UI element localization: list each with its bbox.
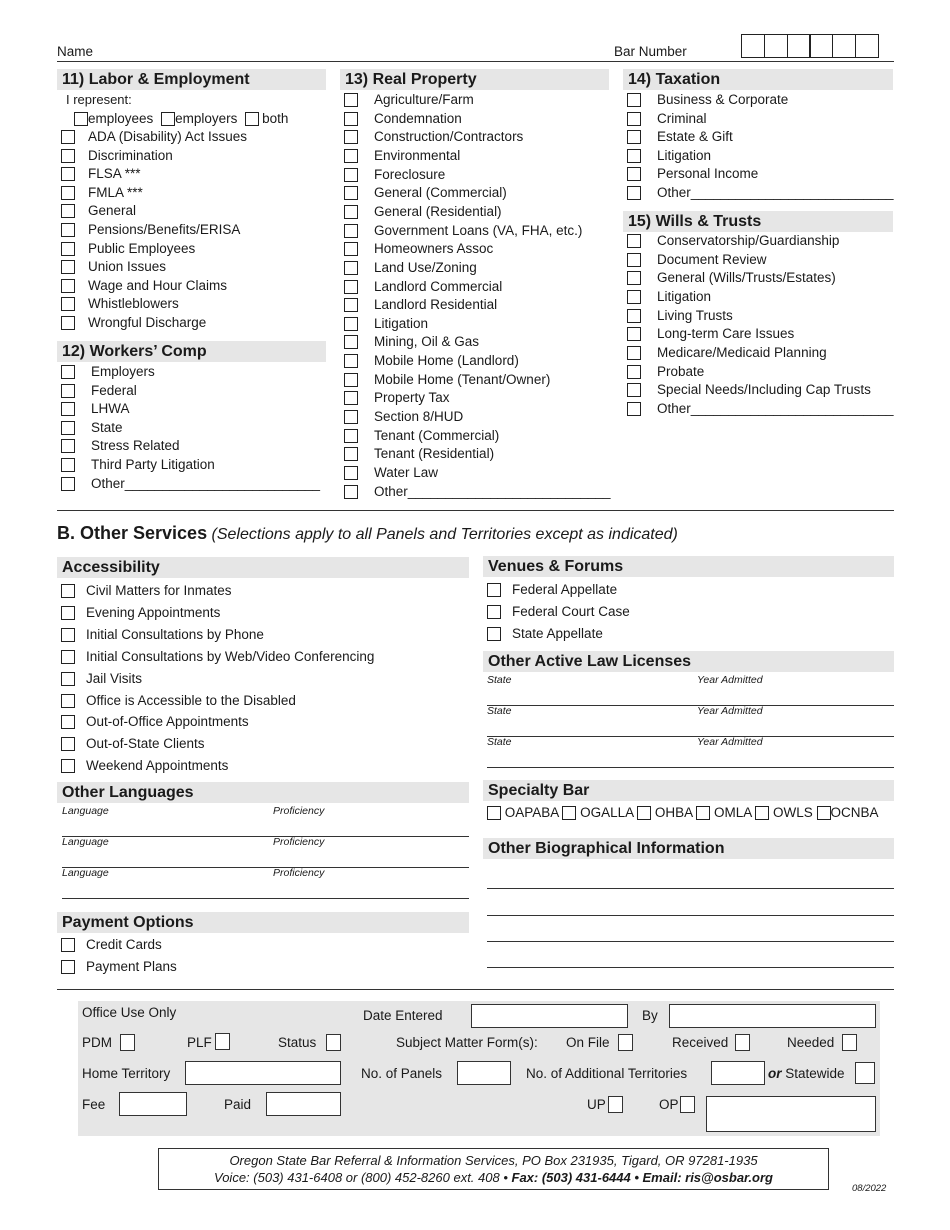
bio-line[interactable] <box>487 915 894 916</box>
ohba-label: OHBA <box>654 805 693 820</box>
labor-checkbox[interactable] <box>61 167 75 181</box>
other-services-title: B. Other Services <box>57 523 208 543</box>
accessibility-item-label: Civil Matters for Inmates <box>86 583 232 598</box>
venues-checkbox[interactable] <box>487 605 501 619</box>
bio-line[interactable] <box>487 967 894 968</box>
realprop-item-label: Other___________________________ <box>374 483 611 499</box>
realprop-checkbox[interactable] <box>344 93 358 107</box>
checkbox-employers[interactable] <box>161 112 175 126</box>
wills-checkbox[interactable] <box>627 365 641 379</box>
payment-item-label: Payment Plans <box>86 959 177 974</box>
checkbox-oapaba[interactable] <box>487 806 501 820</box>
bio-section-title: Other Biographical Information <box>483 838 894 859</box>
name-label: Name <box>57 44 94 59</box>
workers-checkbox[interactable] <box>61 421 75 435</box>
payment-checkbox[interactable] <box>61 938 75 952</box>
taxation-checkbox[interactable] <box>627 167 641 181</box>
wills-checkbox[interactable] <box>627 309 641 323</box>
section-divider-top <box>57 510 894 511</box>
realprop-checkbox[interactable] <box>344 242 358 256</box>
accessibility-checkbox[interactable] <box>61 606 75 620</box>
checkbox-omla[interactable] <box>696 806 710 820</box>
labor-item-label: ADA (Disability) Act Issues <box>88 129 248 144</box>
plf-checkbox[interactable] <box>215 1033 230 1050</box>
workers-item-label: State <box>91 419 123 435</box>
language-label: Language <box>62 836 109 848</box>
num-territories-label: No. of Additional Territories <box>526 1066 688 1081</box>
realprop-item-label: Tenant (Residential) <box>374 446 495 462</box>
op-label: OP <box>659 1097 679 1112</box>
realprop-checkbox[interactable] <box>344 224 358 238</box>
accessibility-checkbox[interactable] <box>61 650 75 664</box>
paid-label: Paid <box>224 1097 252 1112</box>
paid-field[interactable] <box>266 1092 341 1116</box>
realprop-item-label: Property Tax <box>374 390 450 406</box>
payment-checkbox[interactable] <box>61 960 75 974</box>
accessibility-checkbox[interactable] <box>61 672 75 686</box>
realprop-item-label: Environmental <box>374 147 461 163</box>
license-year-label: Year Admitted <box>697 705 763 717</box>
pdm-label: PDM <box>82 1035 112 1050</box>
form-date: 08/2022 <box>852 1183 887 1194</box>
num-panels-field[interactable] <box>457 1061 511 1085</box>
realprop-checkbox[interactable] <box>344 447 358 461</box>
wills-checkbox[interactable] <box>627 234 641 248</box>
represent-options <box>74 111 288 126</box>
realprop-checkbox[interactable] <box>344 280 358 294</box>
num-panels-label: No. of Panels <box>361 1066 443 1081</box>
realprop-checkbox[interactable] <box>344 186 358 200</box>
specialty-section-title: Specialty Bar <box>483 780 894 801</box>
bio-line[interactable] <box>487 888 894 889</box>
accessibility-item-label: Evening Appointments <box>86 604 221 620</box>
header-rule <box>57 61 894 62</box>
notes-field[interactable] <box>706 1096 876 1132</box>
venues-checkbox[interactable] <box>487 583 501 597</box>
bio-line[interactable] <box>487 941 894 942</box>
bar-number-boxes[interactable] <box>741 34 879 58</box>
workers-item-label: Employers <box>91 364 155 379</box>
realprop-checkbox[interactable] <box>344 149 358 163</box>
realprop-checkbox[interactable] <box>344 373 358 387</box>
taxation-checkbox[interactable] <box>627 93 641 107</box>
taxation-item-label: Other___________________________ <box>657 185 894 200</box>
accessibility-item-label: Out-of-State Clients <box>86 736 205 752</box>
up-checkbox[interactable] <box>608 1096 623 1113</box>
wills-item-label: Living Trusts <box>657 307 733 323</box>
labor-item-label: Wage and Hour Claims <box>88 277 228 293</box>
taxation-item-label: Litigation <box>657 147 712 163</box>
checkbox-employees[interactable] <box>74 112 88 126</box>
rep-employees-label: employees <box>88 111 154 126</box>
on-file-checkbox[interactable] <box>618 1034 633 1051</box>
wills-checkbox[interactable] <box>627 253 641 267</box>
labor-checkbox[interactable] <box>61 316 75 330</box>
checkbox-both[interactable] <box>245 112 259 126</box>
labor-item-label: Whistleblowers <box>88 296 179 312</box>
realprop-item-label: General (Residential) <box>374 203 502 219</box>
wills-item-label: Special Needs/Including Cap Trusts <box>657 382 871 398</box>
received-label: Received <box>672 1035 729 1050</box>
workers-checkbox[interactable] <box>61 402 75 416</box>
payment-section-title: Payment Options <box>57 912 469 933</box>
realprop-item-label: Foreclosure <box>374 166 446 182</box>
owls-label: OWLS <box>773 805 813 820</box>
needed-checkbox[interactable] <box>842 1034 857 1051</box>
home-territory-label: Home Territory <box>82 1066 171 1081</box>
wills-section-title: 15) Wills & Trusts <box>623 211 893 232</box>
checkbox-ohba[interactable] <box>637 806 651 820</box>
labor-item-label: FLSA *** <box>88 166 141 182</box>
wills-checkbox[interactable] <box>627 327 641 341</box>
num-territories-field[interactable] <box>711 1061 765 1085</box>
wills-item-label: Litigation <box>657 288 712 304</box>
workers-checkbox[interactable] <box>61 477 75 491</box>
subject-forms-label: Subject Matter Form(s): <box>396 1035 538 1050</box>
labor-checkbox[interactable] <box>61 297 75 311</box>
languages-section-title: Other Languages <box>57 782 469 803</box>
realprop-section-title: 13) Real Property <box>340 69 609 90</box>
accessibility-item-label: Initial Consultations by Phone <box>86 626 264 642</box>
realprop-item-label: Section 8/HUD <box>374 409 464 425</box>
labor-item-label: Pensions/Benefits/ERISA <box>88 222 241 237</box>
payment-item-label: Credit Cards <box>86 937 162 952</box>
proficiency-label: Proficiency <box>273 805 325 817</box>
realprop-item-label: Land Use/Zoning <box>374 259 477 275</box>
licenses-section-title: Other Active Law Licenses <box>483 651 894 672</box>
accessibility-item-label: Jail Visits <box>86 670 143 686</box>
realprop-item-label: Litigation <box>374 315 429 331</box>
by-field[interactable] <box>669 1004 876 1028</box>
wills-item-label: Conservatorship/Guardianship <box>657 233 840 248</box>
fee-label: Fee <box>82 1097 106 1112</box>
realprop-item-label: Government Loans (VA, FHA, etc.) <box>374 222 583 238</box>
op-checkbox[interactable] <box>680 1096 695 1113</box>
rep-both-label: both <box>262 111 289 126</box>
realprop-item-label: Landlord Commercial <box>374 278 503 294</box>
realprop-item-label: Agriculture/Farm <box>374 92 474 107</box>
checkbox-ocnba[interactable] <box>817 806 831 820</box>
accessibility-item-label: Weekend Appointments <box>86 758 229 774</box>
labor-checkbox[interactable] <box>61 260 75 274</box>
received-checkbox[interactable] <box>735 1034 750 1051</box>
license-line[interactable] <box>487 736 894 737</box>
accessibility-section-title: Accessibility <box>57 557 469 578</box>
wills-item-label: General (Wills/Trusts/Estates) <box>657 270 836 286</box>
realprop-checkbox[interactable] <box>344 130 358 144</box>
checkbox-ogalla[interactable] <box>562 806 576 820</box>
license-state-label: State <box>487 674 512 686</box>
realprop-item-label: Tenant (Commercial) <box>374 427 500 443</box>
venues-item-label: State Appellate <box>512 626 603 641</box>
realprop-checkbox[interactable] <box>344 261 358 275</box>
realprop-checkbox[interactable] <box>344 466 358 480</box>
language-line[interactable] <box>62 867 469 868</box>
labor-item-label: Union Issues <box>88 259 167 275</box>
language-label: Language <box>62 805 109 817</box>
footer-contact-bold: Fax: (503) 431-6444 • Email: ris@osbar.org <box>511 1170 773 1185</box>
wills-checkbox[interactable] <box>627 271 641 285</box>
taxation-item-label: Criminal <box>657 110 707 126</box>
accessibility-checkbox[interactable] <box>61 584 75 598</box>
taxation-item-label: Personal Income <box>657 166 759 182</box>
wills-checkbox[interactable] <box>627 402 641 416</box>
labor-checkbox[interactable] <box>61 242 75 256</box>
labor-section-title: 11) Labor & Employment <box>57 69 326 90</box>
venues-section-title: Venues & Forums <box>483 556 894 577</box>
workers-item-label: Third Party Litigation <box>91 457 215 472</box>
other-services-heading <box>57 523 678 544</box>
language-line[interactable] <box>62 836 469 837</box>
rep-employers-label: employers <box>175 111 238 126</box>
venues-item-label: Federal Appellate <box>512 582 618 597</box>
office-use-title: Office Use Only <box>82 1005 177 1020</box>
license-line[interactable] <box>487 767 894 768</box>
labor-checkbox[interactable] <box>61 279 75 293</box>
date-entered-field[interactable] <box>471 1004 628 1028</box>
footer-address: Oregon State Bar Referral & Information Services, PO Box 231935, Tigard, OR 97281-1935 <box>229 1153 758 1168</box>
labor-item-label: Discrimination <box>88 147 173 163</box>
workers-checkbox[interactable] <box>61 439 75 453</box>
bar-number-label: Bar Number <box>614 44 687 59</box>
taxation-checkbox[interactable] <box>627 112 641 126</box>
realprop-checkbox[interactable] <box>344 410 358 424</box>
workers-checkbox[interactable] <box>61 365 75 379</box>
accessibility-checkbox[interactable] <box>61 694 75 708</box>
i-represent-label: I represent: <box>66 92 132 107</box>
realprop-checkbox[interactable] <box>344 429 358 443</box>
statewide-label <box>768 1066 845 1081</box>
wills-item-label: Medicare/Medicaid Planning <box>657 344 827 360</box>
labor-item-label: Wrongful Discharge <box>88 315 207 330</box>
taxation-checkbox[interactable] <box>627 149 641 163</box>
accessibility-checkbox[interactable] <box>61 715 75 729</box>
status-label: Status <box>278 1035 317 1050</box>
wills-checkbox[interactable] <box>627 346 641 360</box>
workers-item-label: Federal <box>91 382 137 398</box>
specialty-options <box>487 805 879 820</box>
omla-label: OMLA <box>713 805 752 820</box>
realprop-checkbox[interactable] <box>344 485 358 499</box>
or-label: or <box>768 1066 782 1081</box>
realprop-item-label: General (Commercial) <box>374 185 507 201</box>
wills-item-label: Long-term Care Issues <box>657 326 795 342</box>
other-services-subtitle: (Selections apply to all Panels and Territories except as indicated) <box>211 526 678 543</box>
statewide-checkbox[interactable] <box>855 1062 875 1084</box>
realprop-checkbox[interactable] <box>344 335 358 349</box>
taxation-item-label: Estate & Gift <box>657 129 733 145</box>
realprop-item-label: Homeowners Assoc <box>374 241 494 257</box>
realprop-item-label: Mobile Home (Landlord) <box>374 353 519 369</box>
wills-checkbox[interactable] <box>627 383 641 397</box>
plf-label: PLF <box>187 1035 212 1050</box>
realprop-checkbox[interactable] <box>344 391 358 405</box>
accessibility-item-label: Office is Accessible to the Disabled <box>86 692 296 708</box>
license-year-label: Year Admitted <box>697 736 763 748</box>
accessibility-checkbox[interactable] <box>61 628 75 642</box>
pdm-checkbox[interactable] <box>120 1034 135 1051</box>
license-line[interactable] <box>487 705 894 706</box>
license-year-label: Year Admitted <box>697 674 763 686</box>
ocnba-label: OCNBA <box>830 805 879 820</box>
wills-item-label: Other___________________________ <box>657 400 894 416</box>
needed-label: Needed <box>787 1035 835 1050</box>
realprop-item-label: Landlord Residential <box>374 297 498 313</box>
realprop-item-label: Construction/Contractors <box>374 129 524 145</box>
realprop-item-label: Water Law <box>374 465 439 480</box>
labor-checkbox[interactable] <box>61 186 75 200</box>
workers-checkbox[interactable] <box>61 458 75 472</box>
date-entered-label: Date Entered <box>363 1008 443 1023</box>
labor-checkbox[interactable] <box>61 223 75 237</box>
checkbox-owls[interactable] <box>755 806 769 820</box>
statewide-text: Statewide <box>785 1066 845 1081</box>
realprop-checkbox[interactable] <box>344 112 358 126</box>
labor-item-label: General <box>88 203 137 219</box>
license-state-label: State <box>487 736 512 748</box>
accessibility-checkbox[interactable] <box>61 759 75 773</box>
workers-item-label: LHWA <box>91 401 130 417</box>
language-line[interactable] <box>62 898 469 899</box>
wills-checkbox[interactable] <box>627 290 641 304</box>
labor-item-label: Public Employees <box>88 240 196 256</box>
realprop-checkbox[interactable] <box>344 354 358 368</box>
labor-item-label: FMLA *** <box>88 184 143 200</box>
wills-item-label: Probate <box>657 363 705 379</box>
taxation-item-label: Business & Corporate <box>657 92 789 107</box>
license-state-label: State <box>487 705 512 717</box>
workers-checkbox[interactable] <box>61 384 75 398</box>
fee-field[interactable] <box>119 1092 187 1116</box>
home-territory-field[interactable] <box>185 1061 341 1085</box>
up-label: UP <box>587 1097 606 1112</box>
language-label: Language <box>62 867 109 879</box>
on-file-label: On File <box>566 1035 610 1050</box>
taxation-section-title: 14) Taxation <box>623 69 893 90</box>
footer-contact-plain: Voice: (503) 431-6408 or (800) 452-8260 ext. 408 • <box>214 1170 512 1185</box>
accessibility-checkbox[interactable] <box>61 737 75 751</box>
realprop-item-label: Mobile Home (Tenant/Owner) <box>374 371 551 387</box>
proficiency-label: Proficiency <box>273 867 325 879</box>
workers-section-title: 12) Workers’ Comp <box>57 341 326 362</box>
venues-item-label: Federal Court Case <box>512 604 630 619</box>
workers-item-label: Stress Related <box>91 438 180 454</box>
taxation-checkbox[interactable] <box>627 130 641 144</box>
accessibility-item-label: Out-of-Office Appointments <box>86 714 249 730</box>
labor-checkbox[interactable] <box>61 130 75 144</box>
footer-contact <box>159 1169 828 1186</box>
realprop-item-label: Mining, Oil & Gas <box>374 334 480 350</box>
venues-checkbox[interactable] <box>487 627 501 641</box>
taxation-checkbox[interactable] <box>627 186 641 200</box>
ogalla-label: OGALLA <box>580 805 634 820</box>
proficiency-label: Proficiency <box>273 836 325 848</box>
workers-item-label: Other__________________________ <box>91 475 320 491</box>
status-checkbox[interactable] <box>326 1034 341 1051</box>
realprop-checkbox[interactable] <box>344 205 358 219</box>
footer-box <box>158 1148 829 1190</box>
realprop-checkbox[interactable] <box>344 298 358 312</box>
labor-checkbox[interactable] <box>61 204 75 218</box>
oapaba-label: OAPABA <box>504 805 559 820</box>
section-divider-bottom <box>57 989 894 990</box>
accessibility-item-label: Initial Consultations by Web/Video Conferencing <box>86 648 375 664</box>
realprop-checkbox[interactable] <box>344 168 358 182</box>
labor-checkbox[interactable] <box>61 149 75 163</box>
by-label: By <box>642 1008 658 1023</box>
realprop-checkbox[interactable] <box>344 317 358 331</box>
realprop-item-label: Condemnation <box>374 110 462 126</box>
wills-item-label: Document Review <box>657 251 767 267</box>
